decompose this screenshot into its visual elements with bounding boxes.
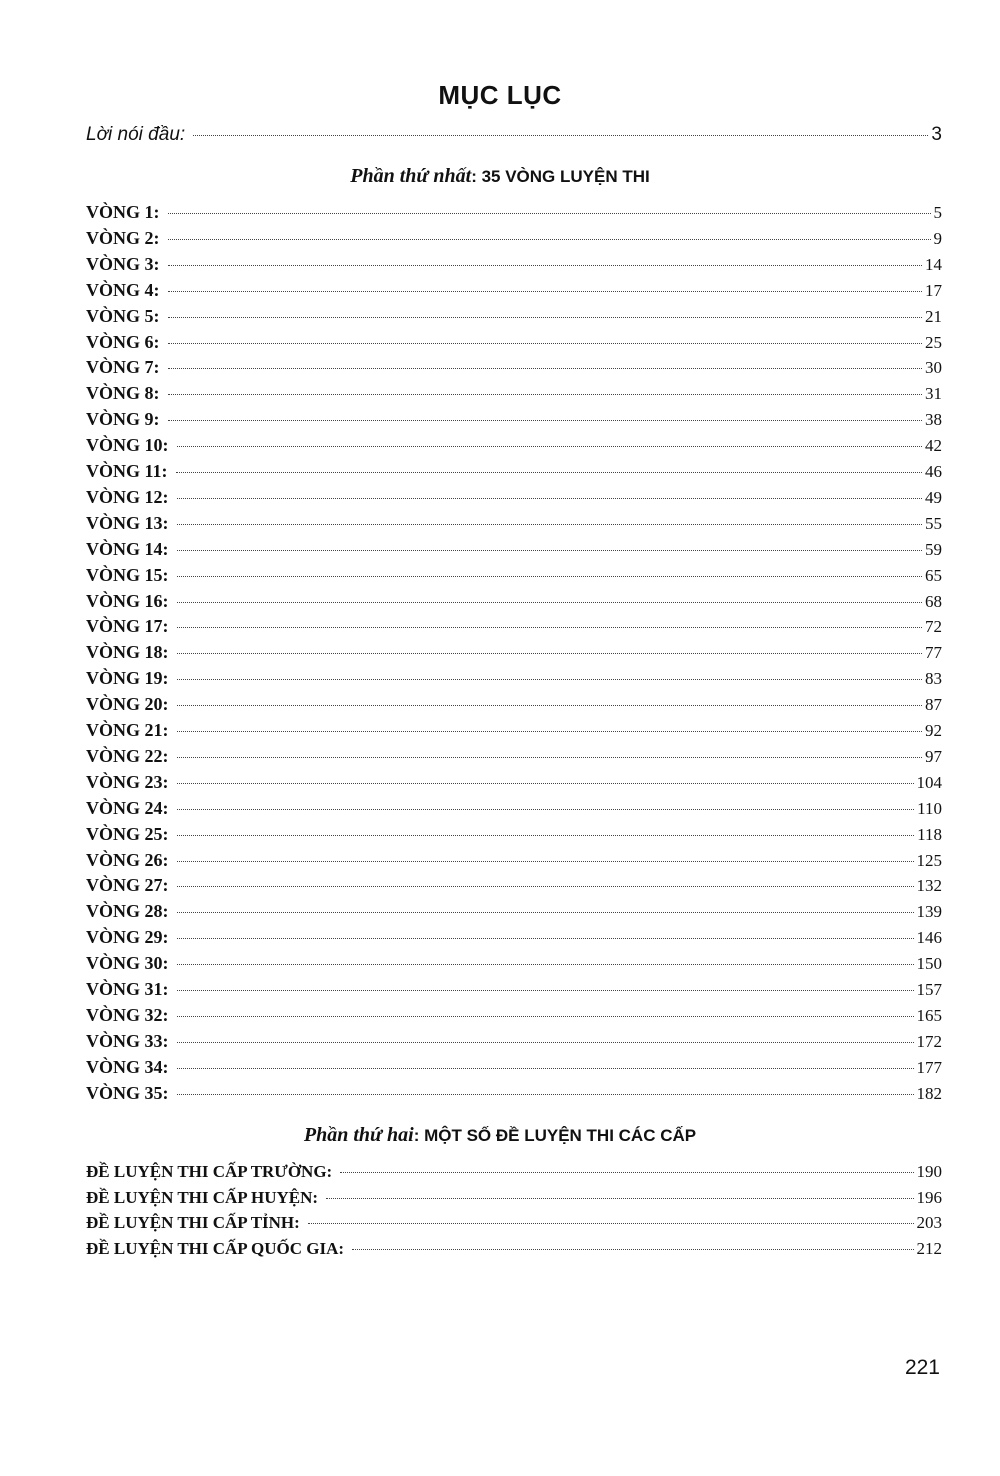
toc-entry[interactable] [86, 202, 942, 223]
toc-entry-page: 110 [917, 798, 942, 818]
toc-entry-label: ĐỀ LUYỆN THI CẤP TRƯỜNG: [86, 1162, 333, 1181]
toc-entry-label: VÒNG 5: [86, 305, 160, 326]
part-heading-2 [0, 1124, 1000, 1147]
dot-leader [177, 1094, 914, 1095]
toc-entry-page: 125 [916, 850, 942, 870]
toc-entry[interactable] [86, 1083, 942, 1104]
toc-entry-page: 172 [916, 1031, 942, 1051]
toc-entry-label: VÒNG 31: [86, 979, 169, 999]
dot-leader [177, 835, 915, 836]
toc-entry-label: VÒNG 17: [86, 616, 169, 637]
toc-entry-page: 46 [925, 462, 942, 481]
dot-leader [168, 213, 931, 214]
dot-leader [177, 524, 923, 525]
dot-leader [177, 783, 914, 784]
toc-entry[interactable] [86, 668, 942, 689]
toc-entry-label: VÒNG 20: [86, 694, 169, 715]
dot-leader [177, 809, 915, 810]
dot-leader [168, 368, 923, 369]
toc-entry-page: 182 [916, 1083, 942, 1103]
toc-entry-label: VÒNG 19: [86, 668, 169, 689]
toc-entry[interactable] [86, 383, 942, 404]
toc-entry[interactable] [86, 1213, 942, 1233]
toc-entry-label: VÒNG 21: [86, 720, 169, 740]
toc-entry-label: VÒNG 4: [86, 279, 160, 300]
dot-leader [177, 1016, 914, 1017]
toc-entry[interactable] [86, 798, 942, 819]
toc-entry-label: VÒNG 9: [86, 409, 160, 430]
dot-leader [168, 394, 923, 395]
toc-entry-label: VÒNG 1: [86, 202, 160, 222]
dot-leader [177, 653, 923, 654]
dot-leader [340, 1172, 913, 1173]
toc-entry-page: 104 [916, 772, 942, 792]
toc-entry[interactable] [86, 1162, 942, 1182]
dot-leader [168, 291, 923, 292]
dot-leader [168, 265, 923, 266]
toc-entry[interactable] [86, 875, 942, 896]
toc-entry-page: 97 [925, 746, 942, 766]
dot-leader [177, 757, 923, 758]
toc-entry[interactable] [86, 1057, 942, 1078]
toc-entry-label: VÒNG 14: [86, 538, 169, 559]
dot-leader [177, 938, 914, 939]
toc-entry-label: VÒNG 27: [86, 875, 169, 896]
dot-leader [168, 239, 931, 240]
dot-leader [177, 498, 923, 499]
toc-entry[interactable] [86, 461, 942, 482]
toc-entry-page: 87 [925, 695, 942, 715]
toc-entry-page: 203 [916, 1213, 942, 1232]
part-heading-text: : 35 VÒNG LUYỆN THI [471, 167, 650, 186]
toc-entry-page: 59 [925, 539, 942, 559]
dot-leader [176, 472, 922, 473]
toc-entry-page: 42 [925, 436, 942, 456]
toc-entry-label: Lời nói đầu: [86, 124, 186, 145]
toc-entry-page: 72 [925, 617, 942, 637]
toc-entry[interactable] [86, 901, 942, 922]
toc-entry-page: 118 [917, 824, 942, 844]
toc-entry-label: VÒNG 3: [86, 253, 160, 274]
toc-entry[interactable] [86, 824, 942, 845]
toc-entry-label: VÒNG 16: [86, 590, 169, 611]
toc-entry[interactable] [86, 357, 942, 378]
toc-entry[interactable] [86, 979, 942, 1000]
toc-entry-label: VÒNG 6: [86, 331, 160, 352]
dot-leader [177, 964, 914, 965]
toc-entry[interactable] [86, 746, 942, 767]
toc-entry[interactable] [86, 1031, 942, 1052]
toc-entry[interactable] [86, 642, 942, 663]
toc-entry-label: VÒNG 22: [86, 745, 169, 766]
toc-entry-label: VÒNG 2: [86, 227, 160, 248]
toc-entry[interactable] [86, 409, 942, 430]
toc-entry-page: 68 [925, 591, 942, 611]
toc-entry-label: ĐỀ LUYỆN THI CẤP QUỐC GIA: [86, 1238, 345, 1258]
toc-entry[interactable] [86, 850, 942, 871]
toc-entry-page: 30 [925, 358, 942, 378]
toc-entry[interactable] [86, 280, 942, 301]
toc-entry[interactable] [86, 772, 942, 793]
toc-entry-page: 3 [931, 124, 942, 145]
toc-entry[interactable] [86, 1005, 942, 1026]
toc-entry-page: 83 [925, 669, 942, 689]
toc-entry-label: ĐỀ LUYỆN THI CẤP HUYỆN: [86, 1187, 319, 1207]
dot-leader [168, 317, 923, 318]
toc-entry-label: VÒNG 30: [86, 953, 169, 974]
dot-leader [193, 135, 928, 136]
dot-leader [168, 420, 923, 421]
toc-entry-page: 77 [925, 643, 942, 663]
toc-entry[interactable] [86, 228, 942, 249]
dot-leader [177, 576, 923, 577]
toc-entry-label: VÒNG 13: [86, 512, 169, 533]
dot-leader [177, 861, 914, 862]
dot-leader [177, 1068, 914, 1069]
dot-leader [177, 886, 914, 887]
toc-entry-label: VÒNG 24: [86, 797, 169, 818]
toc-entry[interactable] [86, 720, 942, 741]
toc-entry-page: 65 [925, 565, 942, 585]
toc-entry-page: 21 [925, 306, 942, 326]
toc-entry-page: 157 [916, 980, 942, 999]
page-title: MỤC LỤC [438, 80, 562, 110]
toc-entry-label: VÒNG 8: [86, 383, 160, 404]
toc-entry-label: VÒNG 29: [86, 927, 169, 948]
dot-leader [326, 1198, 913, 1199]
toc-entry[interactable] [86, 306, 942, 327]
toc-entry-page: 17 [925, 280, 942, 300]
part-heading-1 [0, 165, 1000, 188]
toc-entry[interactable] [86, 332, 942, 353]
dot-leader [352, 1249, 913, 1250]
toc-entry-label: VÒNG 18: [86, 642, 169, 663]
part-heading-italic: Phần thứ nhất [350, 165, 472, 187]
toc-entry-label: ĐỀ LUYỆN THI CẤP TỈNH: [86, 1213, 300, 1232]
toc-entry-page: 5 [933, 203, 942, 222]
toc-entry-page: 150 [916, 954, 942, 974]
toc-entry-page: 177 [916, 1057, 942, 1077]
toc-entry-label: VÒNG 32: [86, 1004, 169, 1025]
dot-leader [177, 679, 923, 680]
toc-entry-page: 49 [925, 487, 942, 507]
dot-leader [177, 550, 923, 551]
toc-entry-label: VÒNG 11: [86, 461, 168, 481]
page-number: 221 [904, 1356, 940, 1379]
toc-entry-label: VÒNG 12: [86, 486, 169, 507]
toc-entry[interactable] [86, 565, 942, 586]
dot-leader [177, 1042, 914, 1043]
dot-leader [177, 602, 923, 603]
toc-entry[interactable] [86, 487, 942, 508]
toc-entry[interactable] [86, 435, 942, 456]
toc-entry-label: VÒNG 33: [86, 1030, 169, 1051]
toc-entry-page: 55 [925, 513, 942, 533]
toc-entry-page: 139 [916, 902, 942, 922]
toc-entry[interactable] [86, 513, 942, 534]
toc-entry-label: VÒNG 7: [86, 357, 160, 378]
toc-entry-page: 196 [916, 1187, 942, 1207]
toc-entry-label: VÒNG 15: [86, 564, 169, 585]
toc-entry[interactable] [86, 927, 942, 948]
dot-leader [177, 446, 923, 447]
dot-leader [168, 343, 923, 344]
toc-entry-page: 146 [916, 928, 942, 948]
toc-entry-label: VÒNG 23: [86, 771, 169, 792]
dot-leader [177, 912, 914, 913]
part-heading-italic: Phần thứ hai [303, 1124, 414, 1146]
dot-leader [177, 990, 914, 991]
toc-entry-page: 25 [925, 332, 942, 352]
toc-entry-label: VÒNG 26: [86, 849, 169, 870]
toc-entry[interactable] [86, 591, 942, 612]
toc-entry[interactable] [86, 953, 942, 974]
toc-entry-label: VÒNG 34: [86, 1056, 169, 1077]
toc-entry-page: 14 [925, 254, 942, 274]
toc-entry-page: 212 [916, 1238, 942, 1258]
toc-entry-page: 165 [916, 1005, 942, 1025]
toc-entry[interactable] [86, 694, 942, 715]
toc-entry-page: 132 [916, 876, 942, 896]
dot-leader [177, 627, 923, 628]
part-heading-text: : MỘT SỐ ĐỀ LUYỆN THI CÁC CẤP [413, 1126, 697, 1145]
toc-entry[interactable] [86, 616, 942, 637]
toc-entry[interactable] [86, 254, 942, 275]
toc-entry-page: 38 [925, 410, 942, 430]
toc-entry[interactable] [86, 539, 942, 560]
toc-entry-intro[interactable] [86, 124, 942, 146]
toc-entry[interactable] [86, 1239, 942, 1259]
toc-entry-page: 31 [925, 384, 942, 404]
toc-entry[interactable] [86, 1188, 942, 1208]
toc-entry-label: VÒNG 28: [86, 901, 169, 922]
dot-leader [177, 731, 923, 732]
toc-entry-page: 9 [933, 228, 942, 248]
toc-entry-label: VÒNG 10: [86, 435, 169, 456]
toc-entry-label: VÒNG 35: [86, 1082, 169, 1103]
dot-leader [177, 705, 923, 706]
toc-entry-label: VÒNG 25: [86, 823, 169, 844]
dot-leader [308, 1223, 914, 1224]
toc-entry-page: 92 [925, 721, 942, 740]
toc-entry-page: 190 [916, 1162, 942, 1181]
